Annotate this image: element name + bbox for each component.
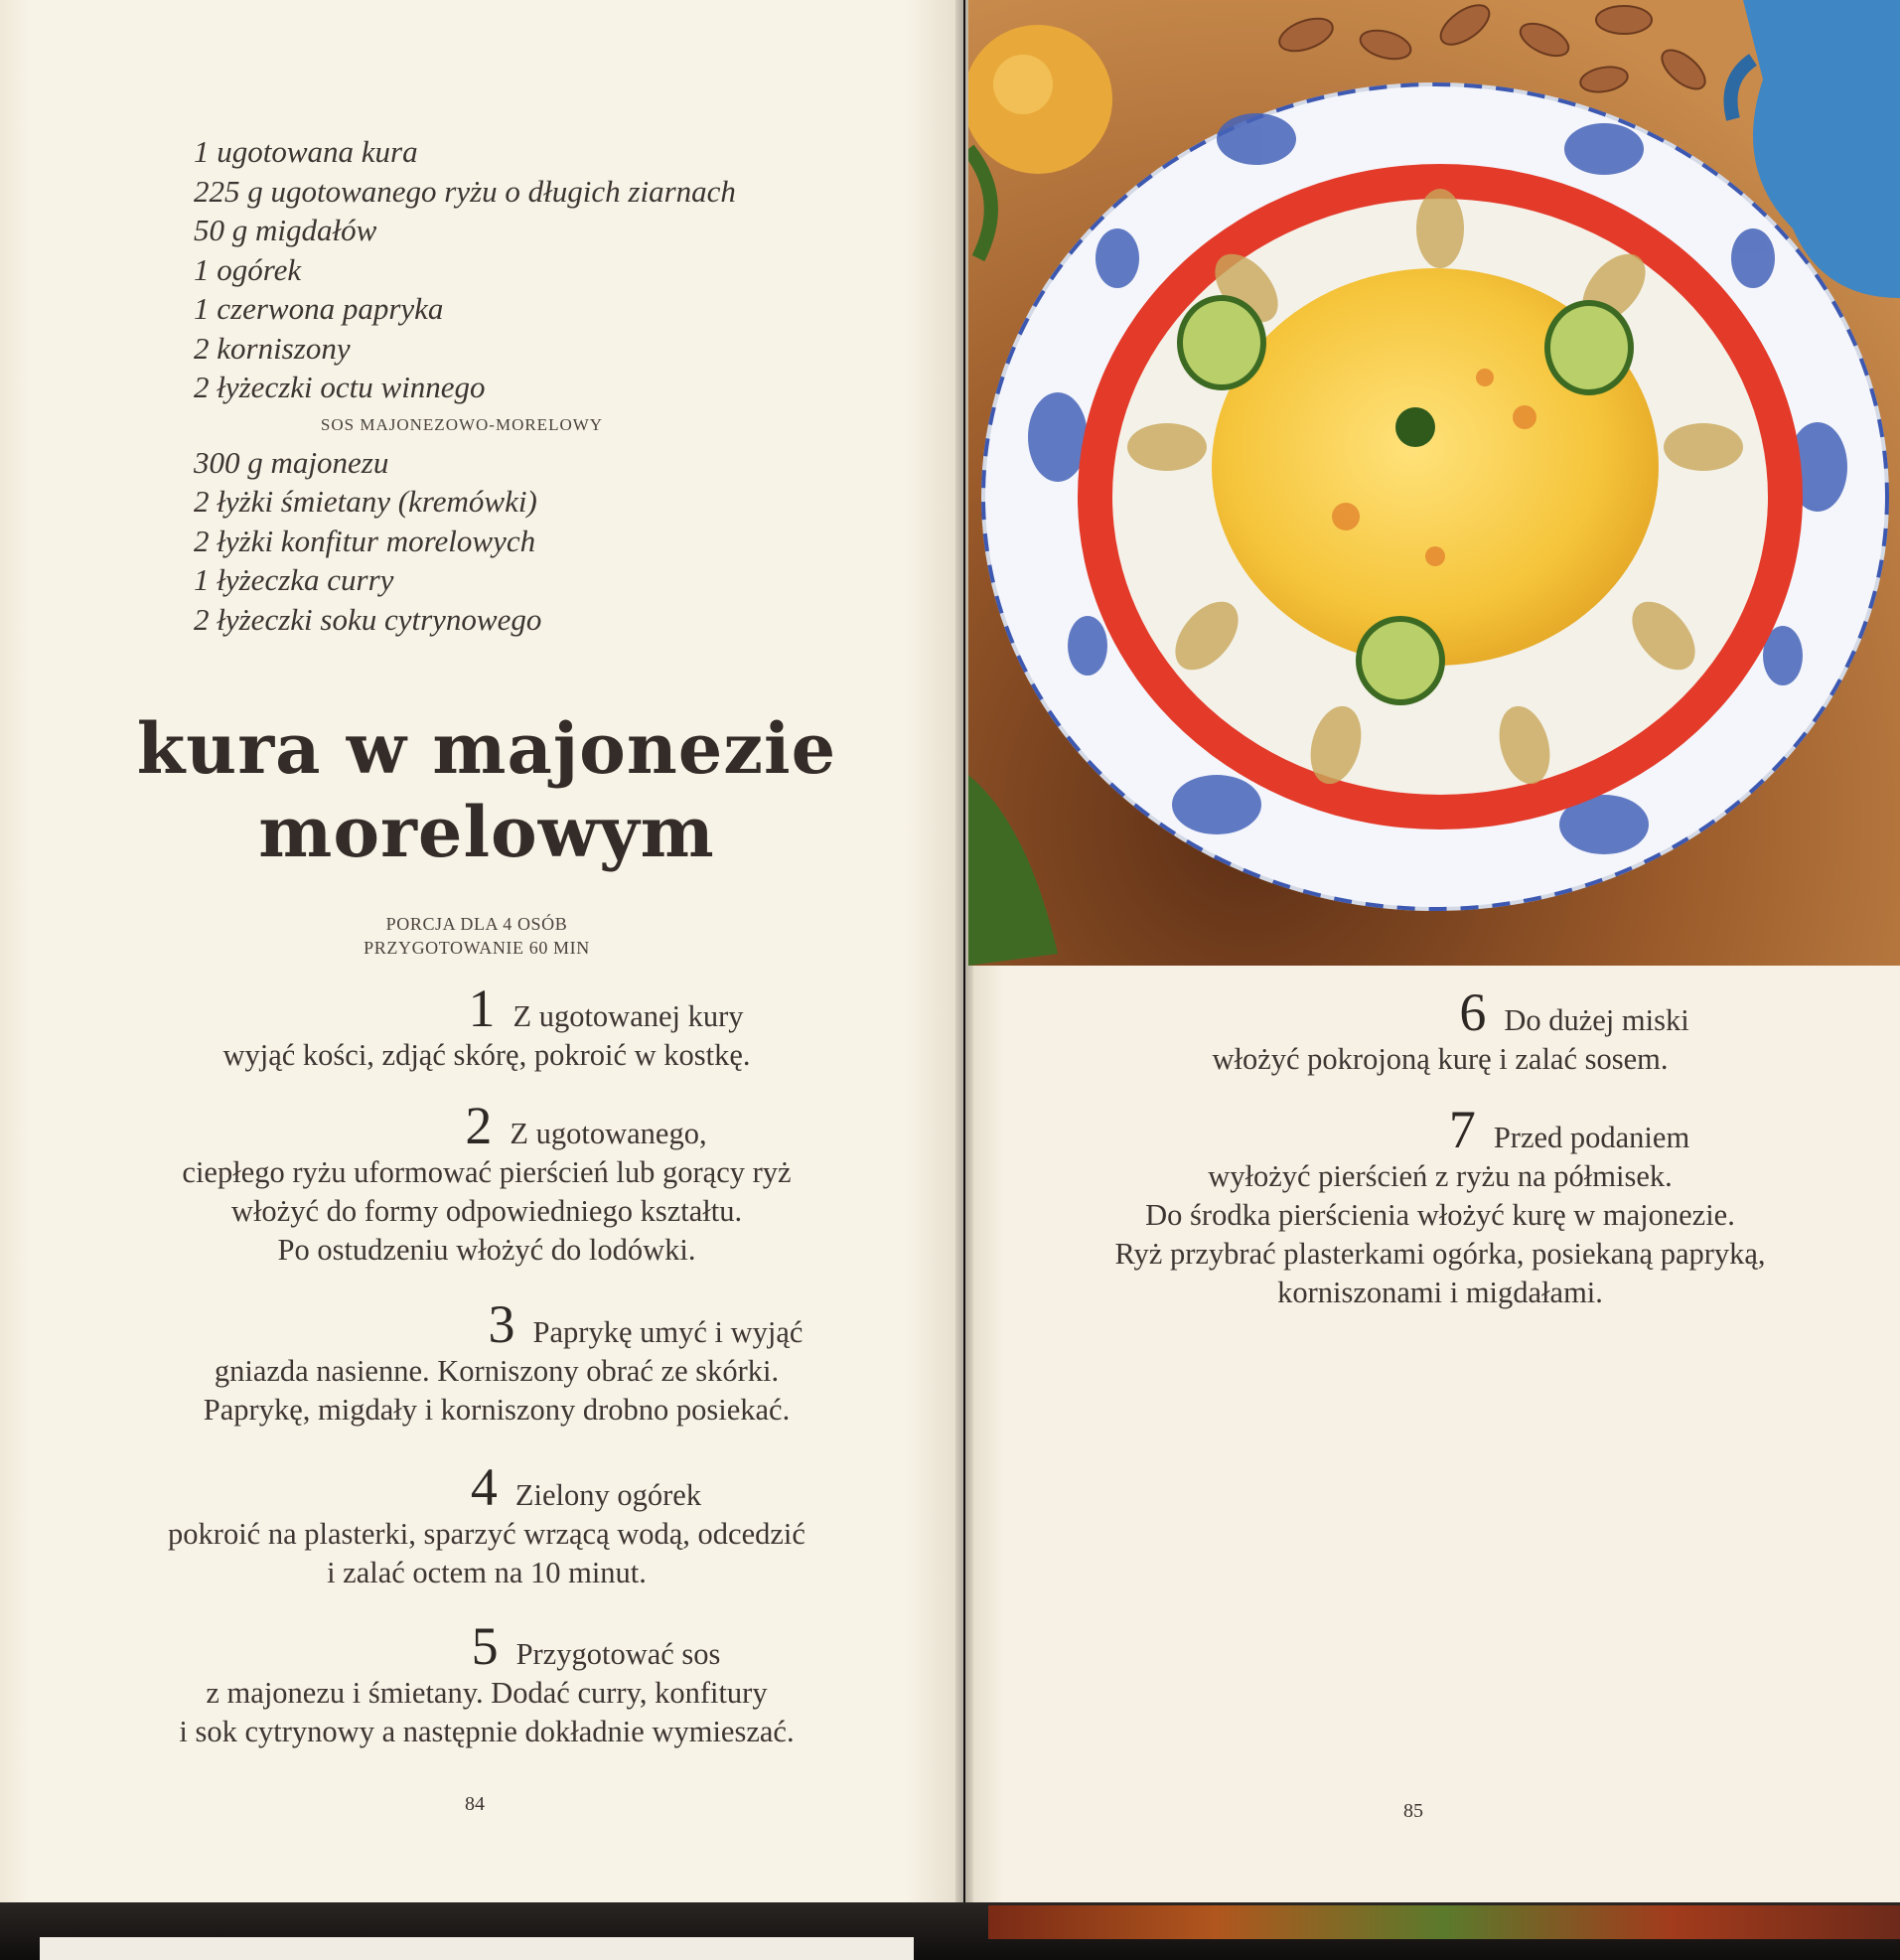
step-first-line: Paprykę umyć i wyjąć — [532, 1315, 804, 1349]
dish-photo — [968, 0, 1900, 966]
step-text-line: Do środka pierścienia włożyć kurę w majonezie. — [1145, 1198, 1735, 1232]
step-text-line: i zalać octem na 10 minut. — [327, 1556, 647, 1589]
step-6 — [993, 982, 1887, 1079]
sauce-ingredient-item: 1 łyżeczka curry — [194, 562, 394, 597]
step-text-line: włożyć do formy odpowiedniego kształtu. — [230, 1194, 743, 1228]
step-first-line: Do dużej miski — [1504, 1003, 1689, 1037]
step-text-line: gniazda nasienne. Korniszony obrać ze skórki. — [214, 1354, 780, 1388]
step-number: 4 — [470, 1457, 498, 1517]
step-number: 5 — [471, 1616, 499, 1676]
sauce-heading: SOS MAJONEZOWO-MORELOWY — [320, 414, 604, 434]
ingredient-item: 1 czerwona papryka — [194, 291, 444, 326]
step-number: 1 — [468, 979, 496, 1038]
step-first-line: Z ugotowanego, — [510, 1117, 707, 1150]
step-3 — [79, 1294, 914, 1430]
page-number-right: 85 — [1403, 1800, 1423, 1822]
step-text-line: pokroić na plasterki, sparzyć wrzącą wodą, odcedzić — [168, 1517, 805, 1551]
step-text-line: Po ostudzeniu włożyć do lodówki. — [277, 1233, 696, 1267]
step-number: 7 — [1448, 1100, 1476, 1159]
ingredient-item: 2 łyżeczki octu winnego — [194, 370, 486, 404]
step-text-line: i sok cytrynowy a następnie dokładnie wymieszać. — [179, 1715, 795, 1748]
step-text-line: Ryż przybrać plasterkami ogórka, posiekaną papryką, — [1114, 1237, 1766, 1271]
step-first-line: Zielony ogórek — [514, 1478, 702, 1512]
step-text-line: z majonezu i śmietany. Dodać curry, konfitury — [206, 1676, 768, 1710]
step-7 — [983, 1100, 1897, 1312]
sauce-ingredient-item: 300 g majonezu — [194, 444, 389, 480]
sauce-ingredient-item: 2 łyżki konfitur morelowych — [194, 523, 536, 558]
step-number: 3 — [488, 1294, 515, 1354]
step-number: 6 — [1459, 982, 1487, 1042]
step-text-line: Paprykę, migdały i korniszony drobno posiekać. — [203, 1393, 791, 1427]
step-5 — [60, 1616, 914, 1751]
ingredient-item: 50 g migdałów — [194, 213, 377, 247]
ingredient-item: 225 g ugotowanego ryżu o długich ziarnach — [194, 173, 736, 209]
step-number: 2 — [465, 1096, 493, 1155]
step-text-line: wyjąć kości, zdjąć skórę, pokroić w kostkę. — [222, 1038, 751, 1072]
ingredient-item: 1 ogórek — [194, 251, 302, 287]
servings-label: PORCJA DLA 4 OSÓB — [385, 914, 568, 934]
prep-time-label: PRZYGOTOWANIE 60 MIN — [364, 938, 590, 958]
step-first-line: Przed podaniem — [1493, 1121, 1690, 1154]
scan-margin — [40, 1937, 914, 1960]
step-first-line: Przygotować sos — [515, 1637, 721, 1671]
step-first-line: Z ugotowanej kury — [512, 999, 744, 1033]
ingredient-item: 2 korniszony — [194, 330, 351, 366]
sauce-ingredient-item: 2 łyżki śmietany (kremówki) — [194, 484, 537, 519]
recipe-title — [79, 707, 894, 874]
ingredient-item: 1 ugotowana kura — [194, 134, 418, 169]
ingredients-list — [194, 132, 829, 639]
step-text-line: korniszonami i migdałami. — [1277, 1276, 1603, 1309]
step-2 — [60, 1096, 914, 1270]
step-text-line: ciepłego ryżu uformować pierścień lub gorący ryż — [182, 1155, 792, 1189]
step-1 — [99, 979, 874, 1075]
dish-illustration — [968, 0, 1900, 966]
recipe-meta — [248, 912, 705, 960]
step-text-line: włożyć pokrojoną kurę i zalać sosem. — [1212, 1042, 1669, 1076]
step-text-line: wyłożyć pierścień z ryżu na półmisek. — [1208, 1159, 1673, 1193]
page-number-left: 84 — [465, 1793, 485, 1815]
step-4 — [60, 1457, 914, 1592]
recipe-title-line-1: kura w majonezie — [136, 707, 837, 790]
recipe-title-line-2: morelowym — [258, 791, 715, 873]
sauce-ingredient-item: 2 łyżeczki soku cytrynowego — [194, 601, 542, 637]
cover-edge-strip — [988, 1905, 1900, 1939]
